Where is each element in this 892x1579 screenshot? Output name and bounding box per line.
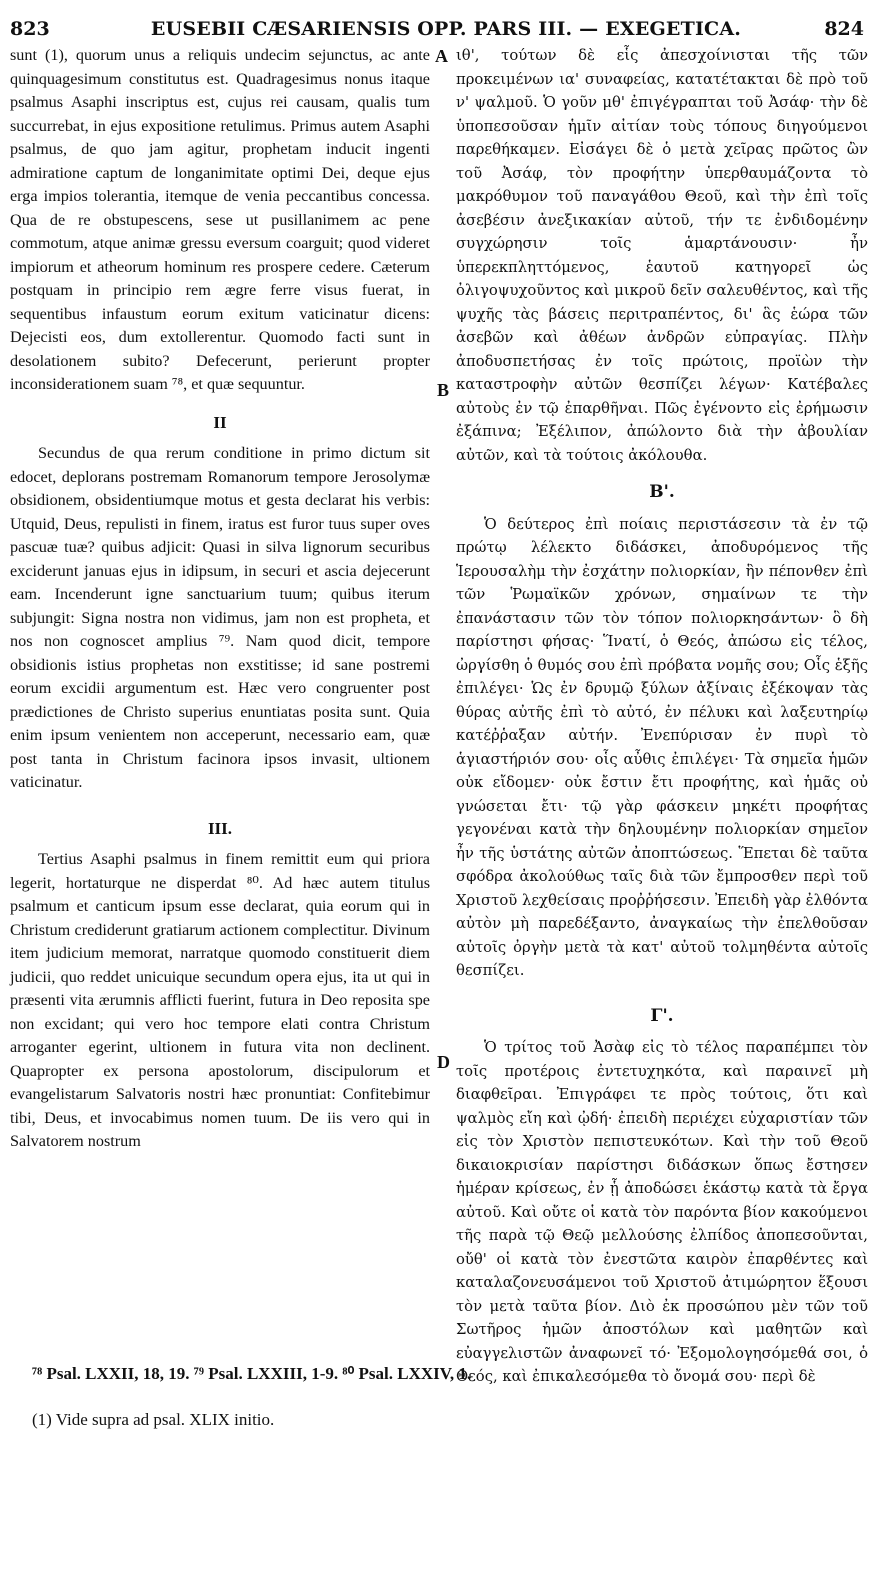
margin-marker-d: D (437, 1052, 450, 1072)
footnote-note: (1) Vide supra ad psal. XLIX initio. (32, 1410, 275, 1429)
latin-paragraph-2: Secundus de qua rerum conditione in primo dictum sit edocet, deplorans postremam Romanorum tempore Jerosolymæ obsidionem, obsidentiumque motus et gesta declarat his verbis: Utquid, Deus, repulisti in finem, iratus est furor tuus super oves pascuæ tuæ? quibus adjicit: Quasi in silva lignorum securibus exciderunt januas ejus in idipsum, in securi et ascia dejecerunt eam. Incenderunt igne sanctuarium tuum; quibus iterum subjungit: Signa nostra non vidimus, jam non est propheta, et nos non cognoscet amplius ⁷⁹. Nam quod dicit, tempore obsidionis istius prophetas non exstitisse; id sane postremi eorum excidii argumentum est. Hæc vero congruenter post prædictiones de Christo superius enuntiatas posita sunt. Quia enim ipsum venientem non acceperunt, necessario eam, quæ post tanta in Christum facinora ipsos invasit, ultionem vaticinatur. (10, 444, 430, 791)
right-page-number: 824 (824, 18, 864, 40)
greek-section-heading-3: Γ'. (650, 1005, 674, 1026)
greek-paragraph-3: Ὁ τρίτος τοῦ Ἀσὰφ εἰς τὸ τέλος παραπέμπει τὸν τοῖς προτέροις ἐντετυχηκότα, καὶ παραινεῖ μὴ διαφθεῖραι. Ἐπιγράφει τε πρὸς τούτοις, ὅτι καὶ ψαλμὸς εἴη καὶ ᾠδή· ἐπειδὴ περιέχει εὐχαριστίαν τῶν εἰς τὸν Χριστὸν πεπιστευκότων. Καὶ τὴν τοῦ Θεοῦ δικαιοκρισίαν παρίστησι διδάσκων ὅπως ἔστησεν ἡμέραν κρίσεως, ἐν ᾗ ἀποδώσει ἑκάστῳ κατὰ τὰ ἔργα αὐτοῦ. Καὶ οὔτε οἱ κατὰ τὸν παρόντα βίον κακούμενοι τῆς παρὰ τῷ Θεῷ μελλούσης ἐλπίδος ἀποπεσοῦνται, οὔθ' οἱ κατὰ τὸν ἐνεστῶτα καιρὸν ἐπαρθέντες καὶ καταλαζονευσάμενοι τοῦ Χριστοῦ ἀτιμώρητον ἕξουσι τὸν μετὰ ταῦτα βίον. Διὸ ἐκ προσώπου μὲν τῶν τοῦ Σωτῆρος ἡμῶν ἀποστόλων καὶ μαθητῶν καὶ εὐαγγελιστῶν ἀναφωνεῖ τό· Ἐξομολογησόμεθά σοι, ὁ Θεός, καὶ ἐπικαλεσόμεθα τὸ ὄνομά σου· περὶ δὲ (456, 1039, 868, 1385)
latin-section-heading-2: II (213, 412, 227, 432)
running-title: EUSEBII CÆSARIENSIS OPP. PARS III. — EXEGETICA. (150, 18, 742, 40)
left-page-number: 823 (10, 18, 50, 40)
latin-column (10, 44, 430, 1154)
footnote-references: ⁷⁸ Psal. LXXII, 18, 19. ⁷⁹ Psal. LXXIII, 1-9. ⁸⁰ Psal. LXXIV, 1. (32, 1364, 472, 1383)
greek-paragraph-2: Ὁ δεύτερος ἐπὶ ποίαις περιστάσεσιν τὰ ἐν τῷ πρώτῳ λέλεκτο διδάσκει, ἀποδυρόμενος τῆς Ἱερουσαλὴμ τὴν ἐσχάτην πολιορκίαν, ἣν πέπονθεν ἐπὶ τῶν Ῥωμαϊκῶν χρόνων, σημαίνων τε τὴν ἐπανάστασιν τῶν τὸν τόπον πολιορκησάντων· ὃ δὴ παρίστησι φήσας· Ἵνατί, ὁ Θεός, ἀπώσω εἰς τέλος, ὠργίσθη ὁ θυμός σου ἐπὶ πρόβατα νομῆς σου; Οἷς ἑξῆς ἐπιλέγει· Ὡς ἐν δρυμῷ ξύλων ἀξίναις ἐξέκοψαν τὰς θύρας αὐτῆς ἐπὶ τὸ αὐτό, ἐν πέλυκι καὶ λαξευτηρίῳ κατέῤῥαξαν αὐτήν. Ἐνεπύρισαν ἐν πυρὶ τὸ ἁγιαστήριόν σου· οἷς αὖθις ἐπιλέγει· Τὰ σημεῖα ἡμῶν οὐκ εἴδομεν· οὐκ ἔστιν ἔτι προφήτης, καὶ ἡμᾶς οὐ γνώσεται ἔτι· τῷ γὰρ φάσκειν μηκέτι προφήτας γεγονέναι κατὰ τὴν δηλουμένην πολιορκίαν σημεῖον ἦν τῆς ὑστάτης αὐτῶν ἀποπτώσεως. Ἕπεται δὲ ταῦτα σφόδρα ἀκολούθως ταῖς διὰ τῶν ἔμπροσθεν περὶ τοῦ Χριστοῦ λεχθείσαις προῤῥήσεσιν. Ἐπειδὴ γὰρ ἐλθόντα αὐτὸν μὴ παρεδέξαντο, ἀναγκαίως τὴν ἐπελθοῦσαν αὐτοῖς ὀργὴν μετὰ τὰ κατ' αὐτοῦ τολμηθέντα αὐτοῖς θεσπίζει. (456, 515, 868, 979)
margin-marker-b: B (437, 380, 450, 400)
latin-paragraph-1: sunt (1), quorum unus a reliquis undecim sejunctus, ac ante quinquagesimum constitutus est. Quadragesimus nonus itaque psalmus Asaphi inscriptus est, cujus rei causam, qualis tum succurrebat, in ejus expositione retulimus. Primus autem Asaphi psalmus, de quo jam agitur, prophetam inducit ingenti admiratione captum de longanimitate optimi Dei, deque ejus erga impios tolerantia, itemque de venia peccantibus concessa. Qua de re obstupescens, sese ut pusillanimem ac pene commotum, atque animæ gressu eversum coarguit; quod videret impiorum et atheorum hominum res prospere cedere. Cæterum postquam in principio rem ægre ferre visus fuerat, in sequentibus infaustum eorum exitum vaticinatur dicens: Dejecisti eos, dum extollerentur. Quomodo facti sunt in desolationem subito? Defecerunt, perierunt propter inconsiderationem suam ⁷⁸, et quæ sequuntur. (10, 46, 430, 393)
greek-column (456, 44, 868, 1389)
latin-paragraph-3: Tertius Asaphi psalmus in finem remittit eum qui priora legerit, hortaturque ne disperdat ⁸⁰. Ad hæc autem titulus psalmum et canticum ipsum esse declarat, quia eorum qui in Christum crediderunt gratiarum actionem complectitur. Divinum item judicium memorat, narratque quomodo constituerit diem judicii, quo reddet unicuique secundum opera ejus, ita ut qui in præsenti vita ærumnis afflicti fuerint, futura in Deo reposita spe non excidant; qui vero hoc tempore elati contra Christum arroganter egerint, ultionem in futura vita non declinent. Quapropter ex persona apostolorum, discipulorum et evangelistarum Salvatoris nostri hæc pronuntiat: Confitebimur tibi, Deus, et invocabimus nomen tuum. De iis vero qui in Salvatorem nostrum (10, 850, 430, 1150)
latin-section-heading-3: III. (207, 818, 233, 838)
margin-marker-a: A (435, 46, 448, 66)
page-header (0, 14, 892, 44)
greek-section-heading-2: Β'. (649, 482, 675, 502)
greek-paragraph-1: ιθ', τούτων δὲ εἷς ἀπεσχοίνισται τῆς τῶν προκειμένων ια' συναφείας, κατατέτακται δὲ πρὸ τοῦ ν' ψαλμοῦ. Ὁ γοῦν μθ' ἐπιγέγραπται τοῦ Ἀσάφ· τὴν δὲ ὑποπεσοῦσαν ἡμῖν αἰτίαν τοὺς τόπους διηγούμενοι παρεθήκαμεν. Εἰσάγει δὲ ὁ μετὰ χεῖρας πρῶτος ὢν τοῦ Ἀσάφ, τὸν προφήτην ὑπερθαυμάζοντα τὸ μακρόθυμον τοῦ παναγάθου Θεοῦ, καὶ τὴν ἐπὶ τοῖς ἀσεβέσιν ἀνεξικακίαν αὐτοῦ, τήν τε ἐνδιδομένην συγχώρησιν τοῖς ἁμαρτάνουσιν· ἦν ὑπερεκπληττόμενος, ἑαυτοῦ κατηγορεῖ ὡς ὀλιγοψυχοῦντος καὶ μικροῦ δεῖν σαλευθέντος, καὶ τῆς ψυχῆς τὰς βάσεις περιτραπέντος, δι' ἃς ἑώρα τῶν ἀσεβῶν καὶ ἀθέων ἀνδρῶν εὐπραγίας. Πλὴν ἀποδυσπετήσας ἐν τοῖς πρώτοις, προϊὼν τὴν καταστροφὴν αὐτῶν θεσπίζει λέγων· Κατέβαλες αὐτοὺς ἐν τῷ ἐπαρθῆναι. Πῶς ἐγένοντο εἰς ἐρήμωσιν ἐξάπινα; Ἐξέλιπον, ἀπώλοντο διὰ τὴν ἀβουλίαν αὐτῶν, καὶ τὰ τούτοις ἀκόλουθα. (456, 47, 868, 464)
footnote-separator (10, 1356, 340, 1357)
